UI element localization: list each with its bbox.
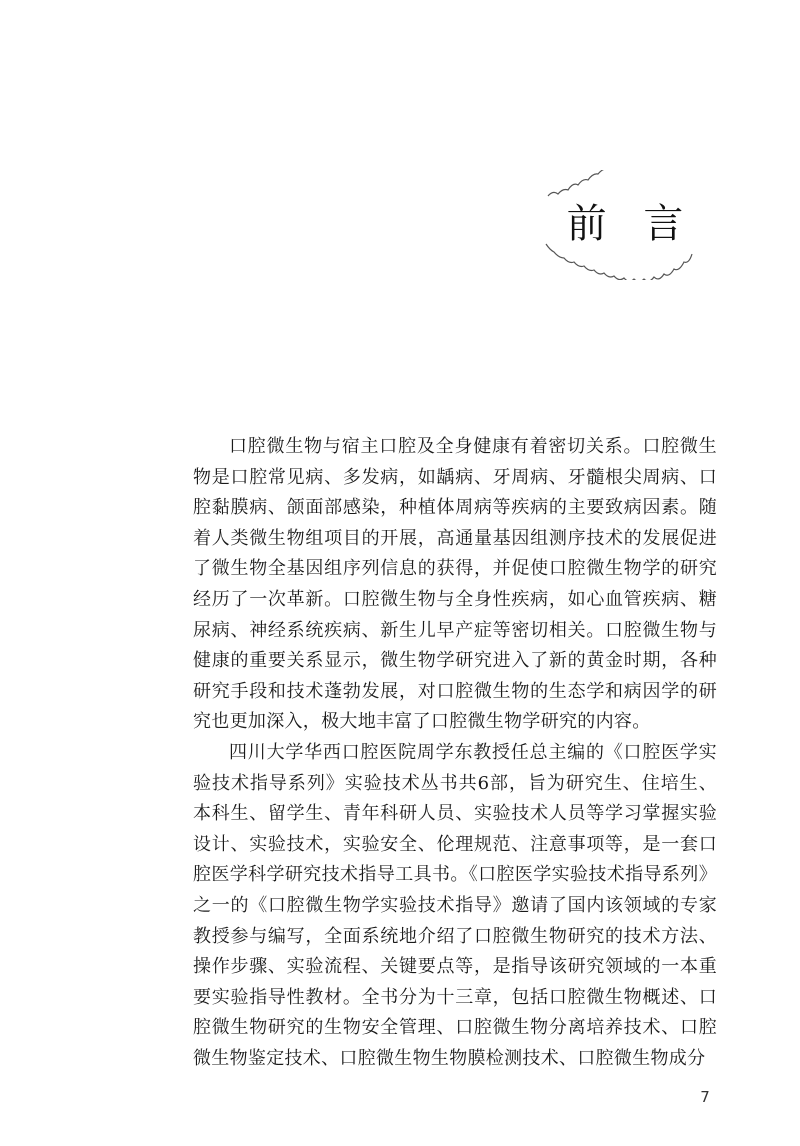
page-number: 7 <box>700 1088 710 1106</box>
heading-ornament <box>540 170 710 280</box>
paragraph: 四川大学华西口腔医院周学东教授任总主编的《口腔医学实验技术指导系列》实验技术丛书共6部，旨为研究生、住培生、本科生、留学生、青年科研人员、实验技术人员等学习掌握实验设计、实验技术，实验安全、伦理规范、注意事项等，是一套口腔医学科学研究技术指导工具书。《口腔医学实验技术指导系列》之一的《口腔微生物学实验技术指导》邀请了国内该领域的专家教授参与编写，全面系统地介绍了口腔微生物研究的技术方法、操作步骤、实验流程、关键要点等，是指导该研究领域的一本重要实验指导性教材。全书分为十三章，包括口腔微生物概述、口腔微生物研究的生物安全管理、口腔微生物分离培养技术、口腔微生物鉴定技术、口腔微生物生物膜检测技术、口腔微生物成分 <box>193 741 717 1069</box>
paragraph: 口腔微生物与宿主口腔及全身健康有着密切关系。口腔微生物是口腔常见病、多发病，如龋病、牙周病、牙髓根尖周病、口腔黏膜病、颌面部感染，种植体周病等疾病的主要致病因素。随着人类微生物组项目的开展，高通量基因组测序技术的发展促进了微生物全基因组序列信息的获得，并促使口腔微生物学的研究经历了一次革新。口腔微生物与全身性疾病，如心血管疾病、糖尿病、神经系统疾病、新生儿早产症等密切相关。口腔微生物与健康的重要关系显示，微生物学研究进入了新的黄金时期，各种研究手段和技术蓬勃发展，对口腔微生物的生态学和病因学的研究也更加深入，极大地丰富了口腔微生物学研究的内容。 <box>193 436 717 733</box>
body-text <box>193 432 717 1074</box>
page-title: 前 言 <box>566 201 696 247</box>
top-wavy-line <box>548 170 694 196</box>
